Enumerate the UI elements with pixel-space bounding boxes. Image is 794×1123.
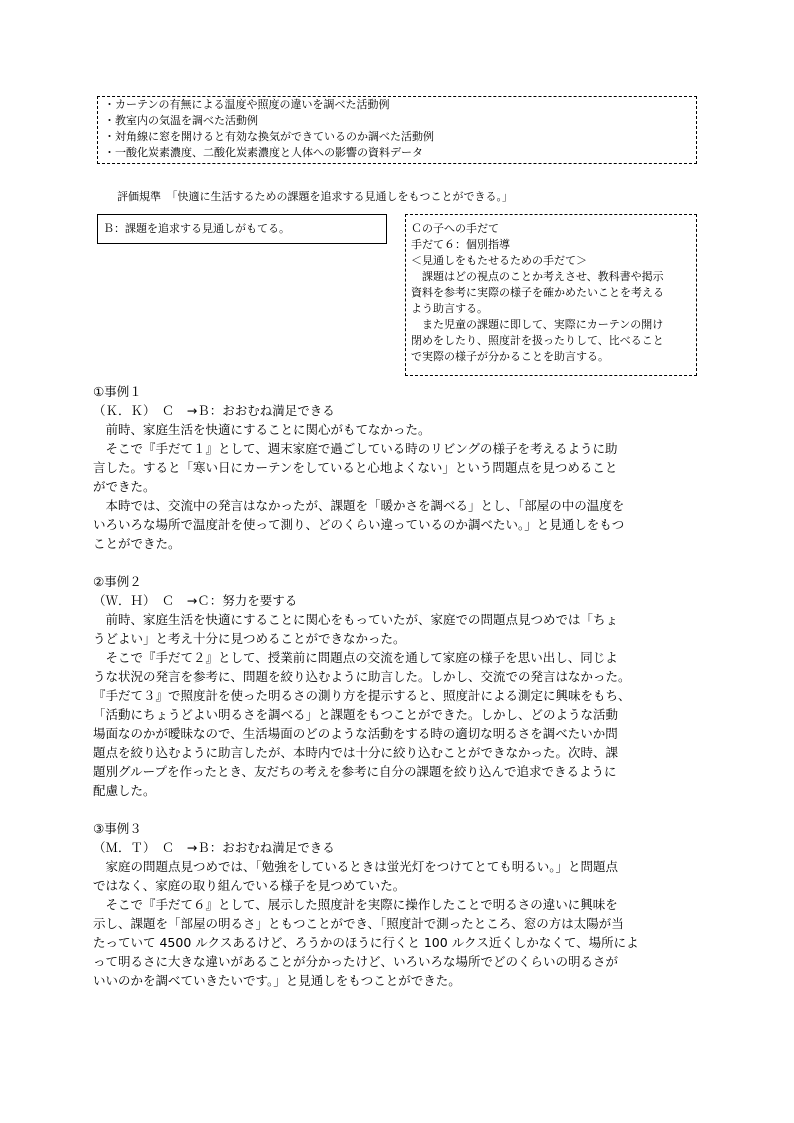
case-text-line: ではなく、家庭の取り組んでいる様子を見つめていた。 [93, 878, 406, 893]
support-line: Ｃの子への手だて [411, 222, 499, 235]
support-line: で実際の様子が分かることを助言する。 [411, 350, 609, 363]
case-text-line: って明るさに大きな違いがあることが分かったけど、いろいろな場所でどのくらいの明るさが [93, 954, 619, 969]
resource-item: ・教室内の気温を調べた活動例 [104, 114, 258, 127]
case-text-line: そこで『手だて１』として、週末家庭で過ごしている時のリビングの様子を考えるように助 [93, 441, 618, 456]
support-line: 資料を参考に実際の様子を確かめたいことを考える [411, 286, 664, 299]
case-text-line: 前時、家庭生活を快適にすることに関心がもてなかった。 [93, 422, 431, 437]
case-text-line: ができた。 [93, 479, 156, 494]
case-text-line: たっていて 4500 ルクスあるけど、ろうかのほうに行くと 100 ルクス近くしかなくて、場所によ [93, 935, 639, 950]
case-subject: （Ｗ．Ｈ） Ｃ →Ｃ：努力を要する [93, 593, 298, 608]
support-line: 課題はどの視点のことか考えさせ、教科書や掲示 [411, 270, 664, 283]
case-text-line: 本時では、交流中の発言はなかったが、課題を「暖かさを調べる」とし、「部屋の中の温度を [93, 498, 625, 513]
support-line: 手だて６：個別指導 [411, 238, 510, 251]
case-1 [93, 382, 703, 553]
case-text-line: ことができた。 [93, 536, 181, 551]
case-text-line: うな状況の発言を参考に、問題を絞り込むように助言した。しかし、交流での発言はなかった。 [93, 669, 631, 684]
case-3 [93, 819, 703, 990]
support-line: 閉めをしたり、照度計を扱ったりして、比べること [411, 334, 664, 347]
support-line: ＜見通しをもたせるための手だて＞ [411, 254, 587, 267]
case-text-line: 家庭の問題点見つめでは、「勉強をしているときは蛍光灯をつけてとても明るい。」と問題点 [93, 859, 619, 874]
case-text-line: いいのかを調べていきたいです。」と見通しをもつことができた。 [93, 973, 461, 988]
support-line: また児童の課題に即して、実際にカーテンの開け [411, 318, 664, 331]
evaluation-b-text: Ｂ：課題を追求する見通しがもてる。 [103, 222, 290, 235]
case-heading: ①事例１ [93, 384, 142, 399]
support-line: よう助言する。 [411, 302, 488, 315]
resource-item: ・カーテンの有無による温度や照度の違いを調べた活動例 [104, 98, 390, 111]
case-subject: （Ｍ．Ｔ） Ｃ →Ｂ：おおむね満足できる [93, 840, 335, 855]
case-text-line: 『手だて３』で照度計を使った明るさの測り方を提示すると、照度計による測定に興味をもち、 [93, 688, 631, 703]
resource-item: ・一酸化炭素濃度、二酸化炭素濃度と人体への影響の資料データ [104, 146, 423, 159]
evaluation-criteria: 評価規準 「快適に生活するための課題を追求する見通しをもつことができる。」 [117, 190, 513, 203]
case-2 [93, 572, 703, 800]
case-text-line: 前時、家庭生活を快適にすることに関心をもっていたが、家庭での問題点見つめでは「ちょ [93, 612, 619, 627]
case-text-line: 場面なのかが曖昧なので、生活場面のどのような活動をする時の適切な明るさを調べたいか問 [93, 726, 618, 741]
resource-item: ・対角線に窓を開けると有効な換気ができているのか調べた活動例 [104, 130, 434, 143]
case-text-line: いろいろな場所で温度計を使って測り、どのくらい違っているのか調べたい。」と見通しをもつ [93, 517, 625, 532]
case-text-line: うどよい」と考え十分に見つめることができなかった。 [93, 631, 406, 646]
case-subject: （Ｋ．Ｋ） Ｃ →Ｂ：おおむね満足できる [93, 403, 335, 418]
case-list [93, 382, 703, 1009]
case-text-line: 示し、課題を「部屋の明るさ」ともつことができ、「照度計で測ったところ、窓の方は太陽が当 [93, 916, 624, 931]
case-heading: ③事例３ [93, 821, 142, 836]
case-text-line: 題点を絞り込むように助言したが、本時内では十分に絞り込むことができなかった。次時、課 [93, 745, 619, 760]
case-heading: ②事例２ [93, 574, 142, 589]
case-text-line: そこで『手だて６』として、展示した照度計を実際に操作したことで明るさの違いに興味を [93, 897, 618, 912]
support-box [405, 214, 697, 376]
evaluation-b-box [97, 214, 387, 244]
case-text-line: 言した。すると「寒い日にカーテンをしていると心地よくない」という問題点を見つめること [93, 460, 618, 475]
case-text-line: 題別グループを作ったとき、友だちの考えを参考に自分の課題を絞り込んで追求できるように [93, 764, 617, 779]
resources-box [97, 96, 697, 164]
case-text-line: 「活動にちょうどよい明るさを調べる」と課題をもつことができた。しかし、どのような活動 [93, 707, 619, 722]
case-text-line: そこで『手だて２』として、授業前に問題点の交流を通して家庭の様子を思い出し、同じよ [93, 650, 618, 665]
case-text-line: 配慮した。 [93, 783, 156, 798]
